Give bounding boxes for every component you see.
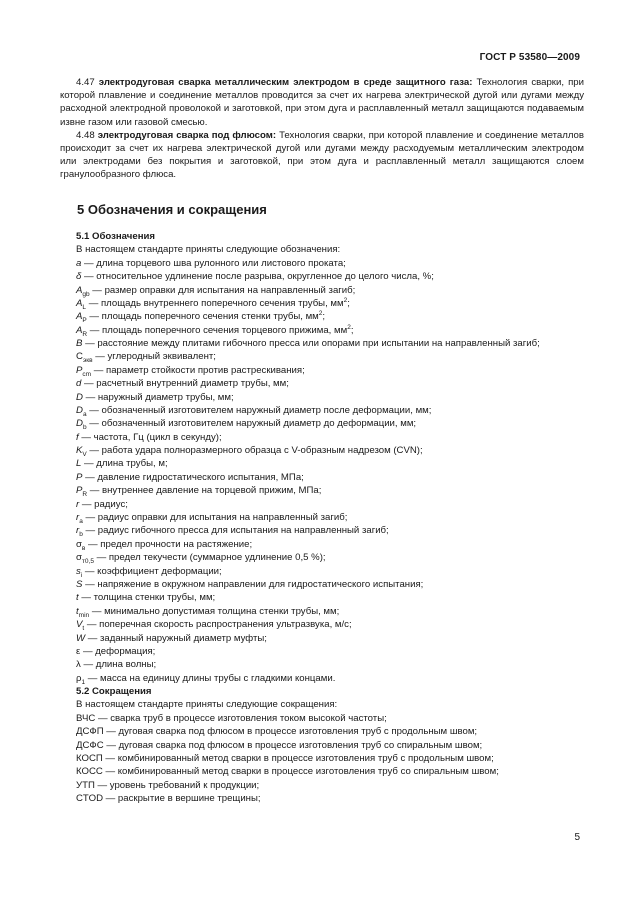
designation-text: — длина трубы, м;: [81, 458, 168, 470]
designation-text: — площадь поперечного сечения торцевого прижима, мм: [87, 324, 348, 336]
designation-item: $A_P$ — площадь поперечного сечения стенки трубы, $мм^2$;: [76, 310, 326, 325]
designation-subscript: V: [82, 450, 87, 458]
designation-subscript: a: [82, 410, 87, 418]
designation-item: [60, 471, 584, 484]
terms-block: [60, 76, 584, 182]
designations-intro: В настоящем стандарте приняты следующие обозначения:: [76, 244, 341, 256]
designation-symbol: A: [76, 297, 83, 309]
term-definition: Технология сварки, при которой плавление и соединение металлов происходит за счет их нагрева электрической дугой или дугами между расходуемым металлическим электродом или электродами без покрытия и заготовкой, при этом дуга и расплавленный металл защищаются слоем гранулообразного флюса.: [60, 129, 584, 181]
designation-superscript: 2: [318, 310, 323, 318]
designation-symbol: r: [76, 525, 80, 537]
section-5-body: [60, 230, 584, 806]
abbreviation-item: КОСП — комбинированный метод сварки в процессе изготовления труб с продольным швом;: [76, 753, 494, 765]
designations-list: [60, 257, 584, 685]
designation-item: [60, 565, 584, 578]
designation-item: [60, 350, 584, 363]
subsection-5-1-heading: 5.1 Обозначения: [76, 231, 155, 242]
designation-symbol: S: [76, 578, 83, 590]
designation-text: — радиус оправки для испытания на направленный загиб;: [82, 512, 348, 524]
designation-text: — деформация;: [80, 645, 156, 657]
designation-symbol: P: [76, 471, 83, 483]
designation-subscript: L: [82, 303, 87, 311]
designation-item: [60, 364, 584, 377]
term-name: электродуговая сварка металлическим электродом в среде защитного газа:: [98, 77, 473, 88]
designation-text: — коэффициент деформации;: [82, 565, 222, 577]
designation-symbol: P: [76, 364, 83, 376]
designation-symbol: A: [76, 311, 83, 323]
abbreviation-item: CTOD — раскрытие в вершине трещины;: [76, 793, 261, 805]
designation-item: [60, 498, 584, 511]
abbreviations-intro: В настоящем стандарте приняты следующие сокращения:: [76, 699, 338, 711]
designation-text: — длина волны;: [80, 659, 157, 671]
designation-symbol: W: [76, 632, 86, 644]
designation-item: [60, 658, 584, 671]
designation-item: [60, 484, 584, 497]
designation-symbol: σ: [76, 538, 82, 550]
designation-text: — углеродный эквивалент;: [92, 351, 216, 363]
designation-superscript: 2: [347, 323, 351, 331]
designation-item: [60, 511, 584, 524]
designation-subscript: в: [81, 544, 86, 552]
designation-item: [60, 377, 584, 390]
designation-item: [60, 591, 584, 604]
designation-item: [60, 444, 584, 457]
term-4-47: [60, 76, 584, 129]
designation-symbol: D: [76, 404, 83, 416]
designation-item: [60, 337, 584, 350]
designation-item: [60, 605, 584, 618]
designation-text: — предел прочности на растяжение;: [85, 538, 253, 550]
designation-symbol: r: [76, 498, 80, 510]
designation-item: [60, 257, 584, 270]
designation-symbol: d: [76, 378, 82, 390]
designation-item: [60, 645, 584, 658]
section-5-heading: 5 Обозначения и сокращения: [77, 202, 267, 217]
designation-text: — напряжение в окружном направлении для гидростатического испытания;: [82, 578, 424, 590]
designation-text: — масса на единицу длины трубы с гладкими концами.: [85, 672, 336, 684]
designation-symbol: δ: [76, 271, 82, 283]
designation-text: — наружный диаметр трубы, мм;: [82, 391, 234, 403]
designation-text: — радиус;: [79, 498, 128, 510]
designation-text: — площадь поперечного сечения стенки трубы, мм: [86, 311, 319, 323]
term-definition: Технология сварки, при которой плавление и соединение металлов проводится за счет их нагрева электрической дугой или дугами между расходной электродной проволокой и заготовкой, при этом дуга и расплавленный металл защищаются подаваемым извне газом или газовой смесью.: [60, 77, 584, 128]
designation-symbol: P: [76, 485, 83, 497]
designation-subscript: R: [82, 330, 88, 338]
designation-subscript: экв: [82, 357, 93, 365]
designation-subscript: P: [82, 317, 87, 325]
designation-symbol: L: [76, 458, 82, 470]
designation-superscript: 2: [343, 296, 348, 304]
designation-text: — заданный наружный диаметр муфты;: [85, 632, 267, 644]
designation-symbol: t: [76, 605, 79, 617]
designation-subscript: a: [79, 517, 83, 525]
designation-text: — работа удара полноразмерного образца с V-образным надрезом (CVN);: [86, 445, 423, 457]
designation-subscript: b: [82, 424, 87, 432]
designation-text: — размер оправки для испытания на направленный загиб;: [89, 284, 356, 296]
designation-subscript: R: [82, 491, 88, 499]
term-number: 4.48: [76, 129, 95, 141]
abbreviation-item: ДСФП — дуговая сварка под флюсом в процессе изготовления труб с продольным швом;: [76, 726, 478, 738]
designation-text: — внутреннее давление на торцевой прижим, МПа;: [87, 485, 322, 497]
designation-item: [60, 391, 584, 404]
designation-symbol: f: [76, 431, 79, 443]
designation-text: — давление гидростатического испытания, МПа;: [82, 471, 304, 483]
designation-symbol: ρ: [76, 672, 82, 684]
designation-symbol: r: [76, 512, 80, 524]
designation-item: [60, 618, 584, 631]
designation-item: [60, 672, 584, 685]
designation-symbol: σ: [76, 552, 82, 564]
designation-text: — радиус гибочного пресса для испытания на направленный загиб;: [82, 525, 389, 537]
designation-symbol: D: [76, 418, 83, 430]
designation-symbol: V: [76, 619, 83, 631]
term-number: 4.47: [76, 77, 95, 88]
designation-item: [60, 431, 584, 444]
page-number: 5: [574, 832, 580, 843]
designation-subscript: min: [78, 611, 90, 619]
designation-item: [60, 457, 584, 470]
designation-item: [60, 284, 584, 297]
abbreviation-item: ДСФС — дуговая сварка под флюсом в процессе изготовления труб со спиральным швом;: [76, 739, 483, 751]
designation-item: [60, 551, 584, 564]
designation-text: — относительное удлинение после разрыва, округленное до целого числа, %;: [81, 271, 434, 283]
abbreviation-item: ВЧС — сварка труб в процессе изготовления током высокой частоты;: [76, 712, 387, 724]
designation-symbol: B: [76, 338, 83, 350]
designation-symbol: ε: [76, 645, 81, 657]
designation-symbol: A: [76, 284, 83, 296]
designation-text: — минимально допустимая толщина стенки трубы, мм;: [89, 605, 340, 617]
designation-item: [60, 404, 584, 417]
designation-symbol: a: [76, 257, 82, 269]
designation-item: [60, 632, 584, 645]
designation-item: [60, 538, 584, 551]
designation-symbol: D: [76, 391, 83, 403]
designation-item: $A_R$ — площадь поперечного сечения торцевого прижима, $мм^2$;: [76, 323, 354, 338]
designation-text: — расчетный внутренний диаметр трубы, мм;: [81, 378, 289, 390]
standard-code-header: ГОСТ Р 53580—2009: [479, 52, 580, 63]
designation-symbol: C: [76, 351, 83, 363]
designation-item: [60, 524, 584, 537]
designation-subscript: т0,5: [81, 558, 94, 566]
designation-symbol: K: [76, 445, 83, 457]
term-name: электродуговая сварка под флюсом:: [97, 129, 277, 141]
designation-symbol: s: [76, 565, 81, 577]
abbreviation-item: КОСС — комбинированный метод сварки в процессе изготовления труб со спиральным швом;: [76, 766, 499, 778]
designation-symbol: A: [76, 324, 83, 336]
designation-text: — площадь внутреннего поперечного сечения трубы, мм: [86, 297, 344, 309]
designation-subscript: gb: [82, 290, 90, 298]
designation-subscript: 1: [81, 678, 86, 686]
designation-text: — параметр стойкости против растрескивания;: [91, 364, 305, 376]
designation-item: [60, 578, 584, 591]
designation-text: — обозначенный изготовителем наружный диаметр после деформации, мм;: [86, 404, 432, 416]
designation-symbol: t: [76, 592, 79, 604]
designation-subscript: i: [80, 571, 83, 579]
term-4-48: [60, 129, 584, 182]
designation-text: — толщина стенки трубы, мм;: [78, 592, 216, 604]
designation-symbol: λ: [76, 659, 81, 671]
designation-item: $A_L$ — площадь внутреннего поперечного сечения трубы, $мм^2$;: [76, 296, 350, 311]
subsection-5-2-heading: 5.2 Сокращения: [76, 686, 152, 698]
abbreviation-item: УТП — уровень требований к продукции;: [76, 779, 260, 791]
abbreviations-list: [60, 712, 584, 806]
designation-text: — поперечная скорость распространения ультразвука, м/с;: [84, 619, 352, 631]
designation-text: — обозначенный изготовителем наружный диаметр до деформации, мм;: [86, 418, 417, 430]
designation-text: — частота, Гц (цикл в секунду);: [78, 431, 222, 443]
designation-item: [60, 270, 584, 283]
designation-subscript: cm: [82, 370, 92, 378]
designation-text: — длина торцевого шва рулонного или листового проката;: [81, 257, 346, 269]
designation-subscript: b: [79, 531, 83, 539]
designation-text: — расстояние между плитами гибочного пресса или опорами при испытании на направленный загиб;: [82, 338, 540, 350]
designation-text: — предел текучести (суммарное удлинение 0,5 %);: [93, 552, 326, 564]
designation-subscript: t: [82, 625, 85, 633]
designation-item: [60, 417, 584, 430]
